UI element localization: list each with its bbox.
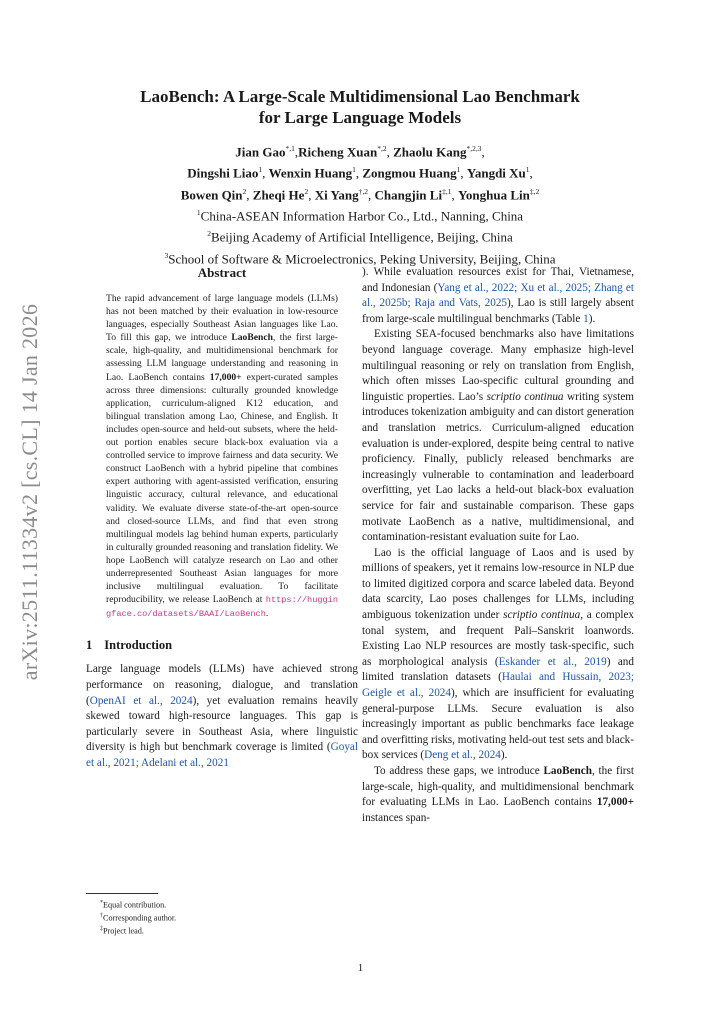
author-sup: ‡,1: [442, 186, 452, 196]
footnote-rule: [86, 893, 158, 894]
author-line-1: Jian Gao$^{*,1}$,Richeng Xuan$^{*,2}$, Zhaolu Kang$^{*,2,3}$,: [235, 144, 485, 160]
author-sup: *,1: [285, 144, 295, 153]
sample-count: 17,000+: [596, 796, 634, 809]
benchmark-name: LaoBench: [543, 765, 592, 777]
author-name: Zongmou Huang: [362, 165, 457, 181]
title-line-2: for Large Language Models: [258, 108, 462, 127]
arxiv-sidebar-stamp: [10, 292, 50, 692]
body-text: ). While evaluation resources exist for Thai, Vietnamese, and Indonesian (: [362, 266, 634, 294]
author-sup: 1: [352, 165, 356, 175]
title-line-1: LaoBench: A Large-Scale Multidimensional Lao Benchmark: [140, 87, 580, 106]
footnotes: [86, 893, 358, 937]
author-sup: *,2,3: [466, 144, 482, 153]
footnote-mark: *: [100, 900, 103, 906]
affiliation-sup: 3: [164, 250, 169, 260]
footnote-text: Corresponding author.: [103, 913, 177, 923]
footnote-text: Equal contribution.: [103, 900, 167, 910]
abstract-text: The rapid advancement of large language models (LLMs) has not been matched by their evaluation in low-resource languages, especially Southeast Asian languages like Lao. To fill this gap, we introduce: [106, 293, 338, 344]
citation-link[interactable]: Yang et al., 2022; Xu et al., 2025; Zhang et al., 2025b; Raja and Vats, 2025: [362, 281, 634, 310]
body-text: ).: [500, 749, 508, 762]
body-text: Lao is the official language of Laos and is used by millions of speakers, yet it remains low-resource in NLP due to limited digitized corpora and scarce labeled data. Beyond data scarcity, Lao poses challenges for LLMs, including ambiguous tokenization under: [362, 546, 634, 622]
abstract-heading: Abstract: [197, 265, 247, 280]
section-heading: [86, 638, 358, 653]
author-sup: *,2: [377, 144, 387, 153]
author-sup: ‡,2: [529, 186, 540, 196]
italic-term: scriptio continua: [503, 609, 581, 622]
author-sup: 1: [525, 165, 530, 175]
paper-title: [80, 86, 640, 128]
body-text: To address these gaps, we introduce: [374, 765, 544, 777]
author-sup: 1: [258, 165, 263, 175]
author-name: Wenxin Huang: [268, 165, 353, 181]
body-text: ), Lao is still largely absent from large-scale multilingual benchmarks (Table: [362, 297, 634, 325]
author-line-2: Dingshi Liao$^1$, Wenxin Huang$^1$, Zongmou Huang$^1$, Yangdi Xu$^1$,: [187, 165, 533, 181]
affiliation-text: Beijing Academy of Artificial Intelligence, Beijing, China: [210, 229, 513, 245]
footnote-text: Project lead.: [103, 926, 144, 936]
author-name: Xi Yang: [314, 186, 359, 202]
paper-header: [80, 86, 640, 268]
body-text: instances span-: [362, 811, 431, 824]
intro-paragraph-2: [362, 327, 634, 545]
intro-paragraph-4: [362, 764, 634, 826]
body-text: , a complex tonal system, and frequent Pali–Sanskrit loanwords. Existing Lao NLP resources are mostly task-specific, such as morphological analysis (: [362, 609, 634, 668]
body-text: ), yet evaluation remains heavily skewed toward high-resource languages. This gap is particularly severe in Southeast Asia, where linguistic diversity is high but benchmark coverage is limited (: [86, 694, 358, 754]
body-text: ), which are insufficient for evaluating general-purpose LLMs. Secure evaluation is also increasingly important as public benchmarks face leakage and overfitting risks, motivating held-out test sets and black-box services (: [362, 687, 634, 762]
intro-paragraph-3: [362, 546, 634, 764]
body-text: Large language models (LLMs) have achieved strong performance on reasoning, dialogue, and translation (: [86, 663, 358, 707]
author-name: Zheqi He: [252, 186, 305, 202]
intro-paragraph-1-continued: [362, 265, 634, 327]
author-name: Zhaolu Kang: [393, 144, 467, 160]
body-text: ).: [588, 312, 596, 325]
author-name: Dingshi Liao: [187, 165, 259, 181]
author-name: Jian Gao: [235, 144, 286, 160]
author-sup: †,2: [358, 186, 369, 196]
page-number: 1: [357, 962, 364, 974]
affiliation-sup: 1: [196, 207, 201, 217]
arxiv-identifier: arXiv:2511.11334v2 [cs.CL] 14 Jan 2026: [17, 303, 42, 681]
author-name: Bowen Qin: [180, 186, 243, 202]
body-text: writing system introduces tokenization ambiguity and can distort generation and translation metrics. Curriculum-aligned education evaluation is under-explored, despite being central to native proficiency. Finally, publicly released benchmarks are increasingly vulnerable to contamination and leaderboard overfitting, yet Lao lacks a held-out black-box evaluation service for fair and sustainable comparison. These gaps motivate LaoBench as a native, multidimensional, and contamination-resistant evaluation suite for Lao.: [362, 390, 634, 544]
footnote: [86, 911, 358, 924]
intro-paragraph-1: [86, 662, 358, 771]
author-line-3: Bowen Qin$^2$, Zheqi He$^2$, Xi Yang$^{\dagger,2}$, Changjin $Li^{\ddagger,1}$, Yonghua Lin$^{\ddagger,2}$: [180, 186, 540, 202]
footnote: [86, 924, 358, 937]
abstract-text: , the first large-scale, high-quality, and multidimensional benchmark for assessing LLM language understanding and reasoning in Lao. LaoBench contains: [106, 332, 338, 383]
sample-count: 17,000+: [209, 371, 242, 383]
citation-link[interactable]: Haulai and Hussain, 2023; Geigle et al., 2024: [362, 671, 634, 700]
affiliation-text: China-ASEAN Information Harbor Co., Ltd., Nanning, China: [200, 208, 524, 224]
author-name: Changjin Li: [374, 186, 443, 202]
citation-link[interactable]: Goyal et al., 2021; Adelani et al., 2021: [86, 741, 358, 769]
affiliation-sup: 2: [207, 229, 211, 239]
abstract-body: [106, 292, 338, 621]
abstract-text: .: [265, 608, 269, 620]
author-name: Yonghua Lin: [457, 186, 530, 202]
footnote-mark: †: [100, 912, 103, 919]
citation-link[interactable]: Deng et al., 2024: [424, 749, 501, 762]
dataset-url-link[interactable]: https://huggingface.co/datasets/BAAI/LaoBench: [106, 595, 338, 620]
left-column: [86, 265, 358, 772]
author-sup: 1: [456, 165, 461, 175]
section-number: 1: [86, 638, 93, 653]
benchmark-name: LaoBench: [231, 332, 273, 344]
affiliation: [80, 225, 640, 246]
body-text: , the first large-scale, high-quality, and multidimensional benchmark for evaluating LLMs in Lao. LaoBench contains: [362, 765, 634, 809]
author-sup: 2: [304, 186, 309, 196]
author-block: [80, 140, 640, 268]
author-sup: 2: [242, 186, 247, 196]
affiliation-text: School of Software & Microelectronics, Peking University, Beijing, China: [168, 250, 556, 266]
body-text: ) and limited translation datasets (: [362, 655, 634, 684]
affiliation: [80, 204, 640, 225]
right-column: [362, 265, 634, 826]
section-title: Introduction: [104, 638, 173, 653]
table-ref-link[interactable]: 1: [583, 312, 589, 325]
author-name: Yangdi Xu: [466, 165, 526, 181]
footnote: [86, 898, 358, 911]
abstract-text: expert-curated samples across three dimensions: culturally grounded knowledge application, curriculum-aligned K12 education, and bilingual translation among Lao, Chinese, and English. It includes open-source and held-out subsets, where the held-out portion enables secure black-box evaluation via a controlled service to improve fairness and data security. We construct LaoBench with a hybrid pipeline that combines expert authoring with agent-assisted verification, ensuring linguistic accuracy, cultural relevance, and educational validity. We evaluate diverse state-of-the-art open-source and closed-source LLMs, and find that even strong multilingual models lag behind human experts, particularly in culturally grounded reasoning and translation fidelity. We hope LaoBench will catalyze research on Lao and other underrepresented Southeast Asian languages for more inclusive multilingual evaluation. To facilitate reproducibility, we release LaoBench at: [106, 371, 338, 606]
footnote-mark: ‡: [100, 925, 103, 932]
citation-link[interactable]: Eskander et al., 2019: [498, 655, 607, 668]
citation-link[interactable]: OpenAI et al., 2024: [89, 694, 193, 707]
body-text: Existing SEA-focused benchmarks also have limitations beyond language coverage. Many emphasize high-level multilingual reasoning or rely on translation from English, which often misses Lao-specific cultural grounding and linguistic properties. Lao’s: [362, 328, 634, 403]
italic-term: scriptio continua: [486, 390, 564, 403]
author-name: Richeng Xuan: [298, 144, 378, 160]
